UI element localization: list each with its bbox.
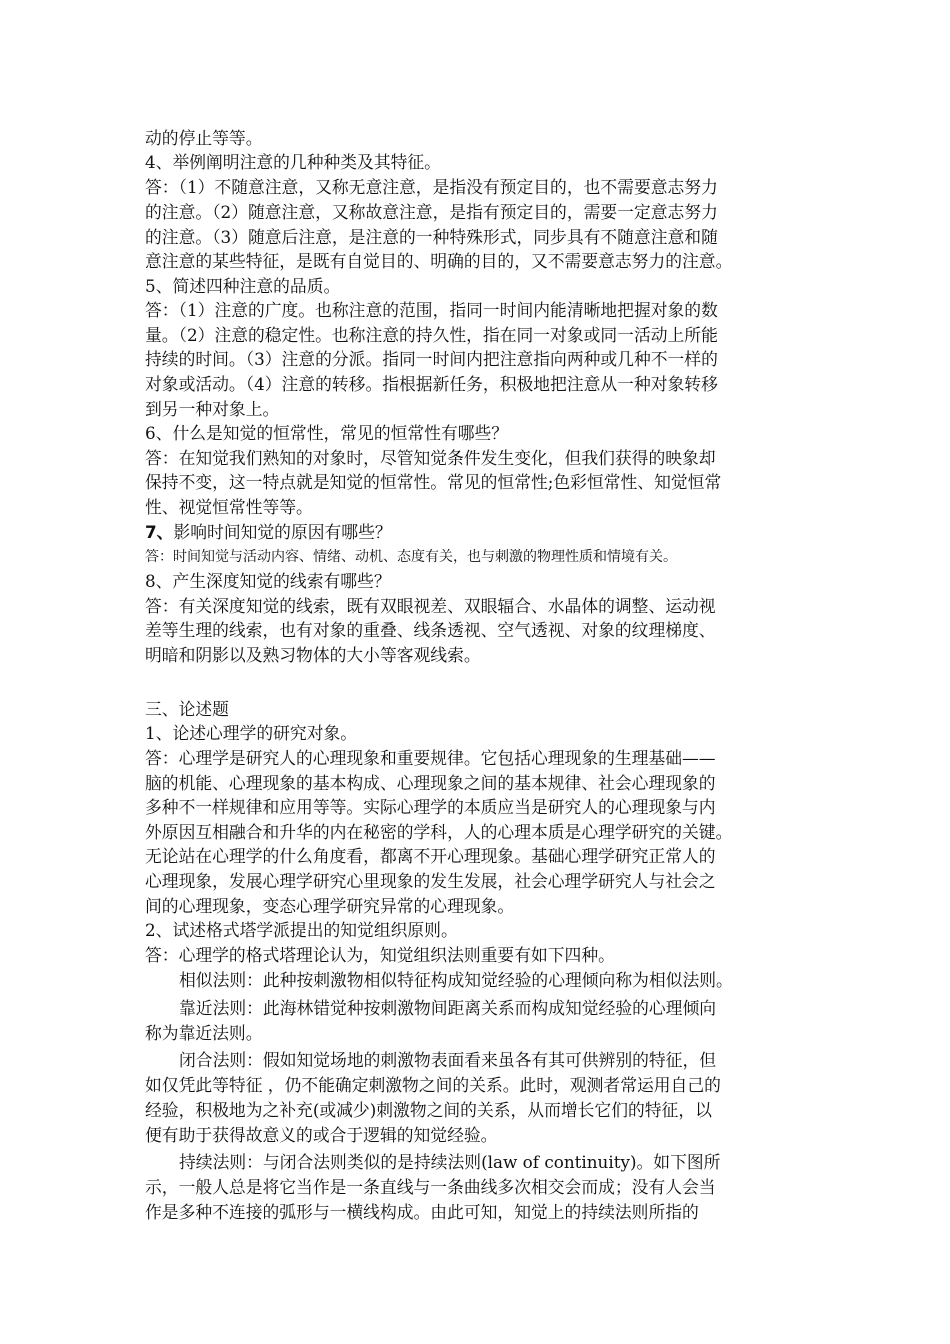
- text-line: 对象或活动。（4）注意的转移。指根据新任务，积极地把注意从一种对象转移: [145, 374, 718, 394]
- text-line: 靠近法则：此海林错觉种按刺激物间距离关系而构成知觉经验的心理倾向: [179, 998, 717, 1018]
- text-line: 如仅凭此等特征 ，仍不能确定刺激物之间的关系。此时，观测者常运用自己的: [145, 1075, 721, 1095]
- text-line: 答：在知觉我们熟知的对象时，尽管知觉条件发生变化，但我们获得的映象却: [145, 448, 716, 468]
- text-line: 的注意。（3）随意后注意，是注意的一种特殊形式，同步具有不随意注意和随: [145, 227, 718, 247]
- question-8: 8、产生深度知觉的线索有哪些？: [145, 571, 391, 591]
- text-line: 性、视觉恒常性等等。: [145, 497, 313, 517]
- text-line: 答：心理学是研究人的心理现象和重要规律。它包括心理现象的生理基础——: [145, 748, 716, 768]
- text-line: 保持不变，这一特点就是知觉的恒常性。常见的恒常性;色彩恒常性、知觉恒常: [145, 472, 722, 492]
- question-4: 4、举例阐明注意的几种种类及其特征。: [145, 152, 441, 172]
- text-line: 经验，积极地为之补充(或减少)刺激物之间的关系，从而增长它们的特征，以: [145, 1100, 712, 1120]
- text-line: 答：（1）注意的广度。也称注意的范围，指同一时间内能清晰地把握对象的数: [145, 300, 718, 320]
- text-line: 持续法则：与闭合法则类似的是持续法则(law of continuity)。如下图所: [179, 1152, 721, 1172]
- text-line: 外原因互相融合和升华的内在秘密的学科，人的心理本质是心理学研究的关键。: [145, 822, 733, 842]
- text-line: 量。（2）注意的稳定性。也称注意的持久性，指在同一对象或同一活动上所能: [145, 325, 718, 345]
- text-line: 动的停止等等。: [145, 128, 263, 148]
- question-7: [145, 520, 392, 544]
- question-7-number: 7、: [145, 522, 174, 542]
- text-line: 答：时间知觉与活动内容、情绪、动机、态度有关，也与刺激的物理性质和情境有关。: [145, 549, 677, 565]
- text-line: 称为靠近法则。: [145, 1023, 263, 1043]
- essay-question-1: 1、论述心理学的研究对象。: [145, 723, 358, 743]
- text-line: 闭合法则：假如知觉场地的刺激物表面看来虽各有其可供辨别的特征，但: [179, 1050, 717, 1070]
- text-line: 无论站在心理学的什么角度看，都离不开心理现象。基础心理学研究正常人的: [145, 846, 716, 866]
- text-line: 答：（1）不随意注意，又称无意注意，是指没有预定目的，也不需要意志努力: [145, 177, 718, 197]
- text-line: 明暗和阴影以及熟习物体的大小等客观线索。: [145, 645, 481, 665]
- text-line: 多种不一样规律和应用等等。实际心理学的本质应当是研究人的心理现象与内: [145, 797, 716, 817]
- text-line: 到另一种对象上。: [145, 399, 280, 419]
- text-line: 作是多种不连接的弧形与一横线构成。由此可知，知觉上的持续法则所指的: [145, 1202, 699, 1222]
- essay-question-2: 2、试述格式塔学派提出的知觉组织原则。: [145, 920, 458, 940]
- text-line: 脑的机能、心理现象的基本构成、心理现象之间的基本规律、社会心理现象的: [145, 773, 716, 793]
- text-line: 的注意。（2）随意注意，又称故意注意，是指有预定目的，需要一定意志努力: [145, 202, 718, 222]
- text-line: 持续的时间。（3）注意的分派。指同一时间内把注意指向两种或几种不一样的: [145, 349, 718, 369]
- text-line: 间的心理现象，变态心理学研究异常的心理现象。: [145, 896, 515, 916]
- text-line: 相似法则：此种按刺激物相似特征构成知觉经验的心理倾向称为相似法则。: [179, 970, 733, 990]
- text-line: 差等生理的线索，也有对象的重叠、线条透视、空气透视、对象的纹理梯度、: [145, 620, 716, 640]
- text-line: 意注意的某些特征，是既有自觉目的、明确的目的，又不需要意志努力的注意。: [145, 251, 733, 271]
- question-5: 5、简述四种注意的品质。: [145, 276, 341, 296]
- text-line: 心理现象，发展心理学研究心里现象的发生发展，社会心理学研究人与社会之: [145, 871, 716, 891]
- text-line: 答：有关深度知觉的线索，既有双眼视差、双眼辐合、水晶体的调整、运动视: [145, 596, 716, 616]
- section-heading: 三、论述题: [145, 699, 229, 719]
- text-line: 便有助于获得故意义的或合于逻辑的知觉经验。: [145, 1125, 498, 1145]
- text-line: 示，一般人总是将它当作是一条直线与一条曲线多次相交会而成；没有人会当: [145, 1177, 716, 1197]
- text-line: 答：心理学的格式塔理论认为，知觉组织法则重要有如下四种。: [145, 945, 615, 965]
- question-6: 6、什么是知觉的恒常性，常见的恒常性有哪些？: [145, 423, 509, 443]
- question-7-text: 影响时间知觉的原因有哪些？: [173, 522, 392, 542]
